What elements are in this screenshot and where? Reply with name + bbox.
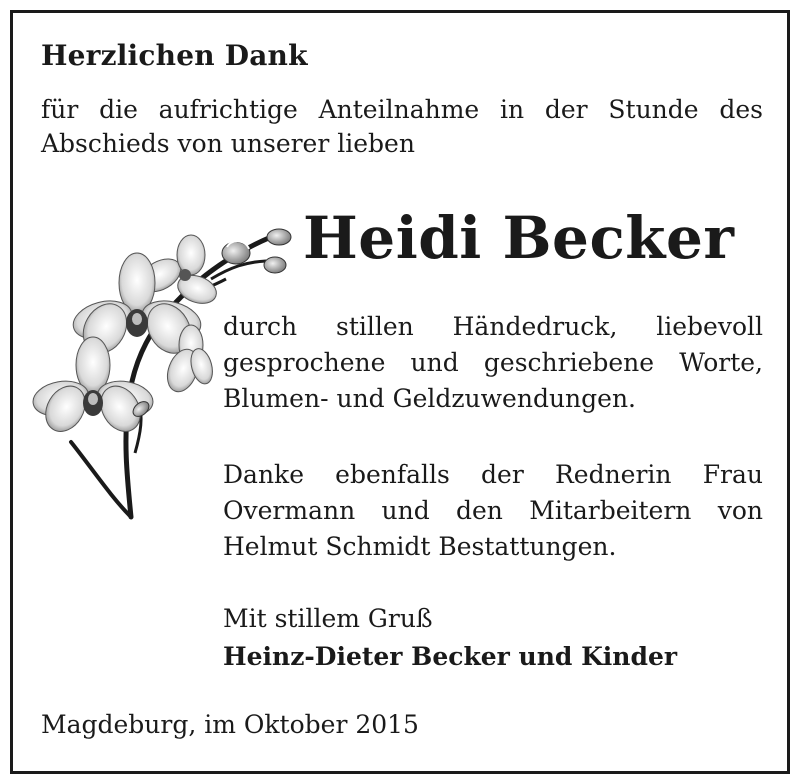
closing-greeting: Mit stillem Gruß bbox=[223, 604, 433, 633]
notice-heading: Herzlichen Dank bbox=[41, 39, 308, 72]
intro-text: für die aufrichtige Anteilnahme in der Stunde des Abschieds von unserer lieben bbox=[41, 95, 763, 158]
signature: Heinz-Dieter Becker und Kinder bbox=[223, 642, 678, 671]
place-date: Magdeburg, im Oktober 2015 bbox=[41, 710, 419, 739]
deceased-name: Heidi Becker bbox=[303, 204, 735, 272]
thanks-paragraph-1: durch stillen Händedruck, liebevoll gesprochene und geschriebene Worte, Blumen- und Geldzuwendungen. bbox=[223, 312, 763, 413]
thanks-paragraph-2: Danke ebenfalls der Rednerin Frau Overmann und den Mitarbeitern von Helmut Schmidt Bestattungen. bbox=[223, 460, 763, 561]
notice-frame bbox=[10, 10, 790, 774]
